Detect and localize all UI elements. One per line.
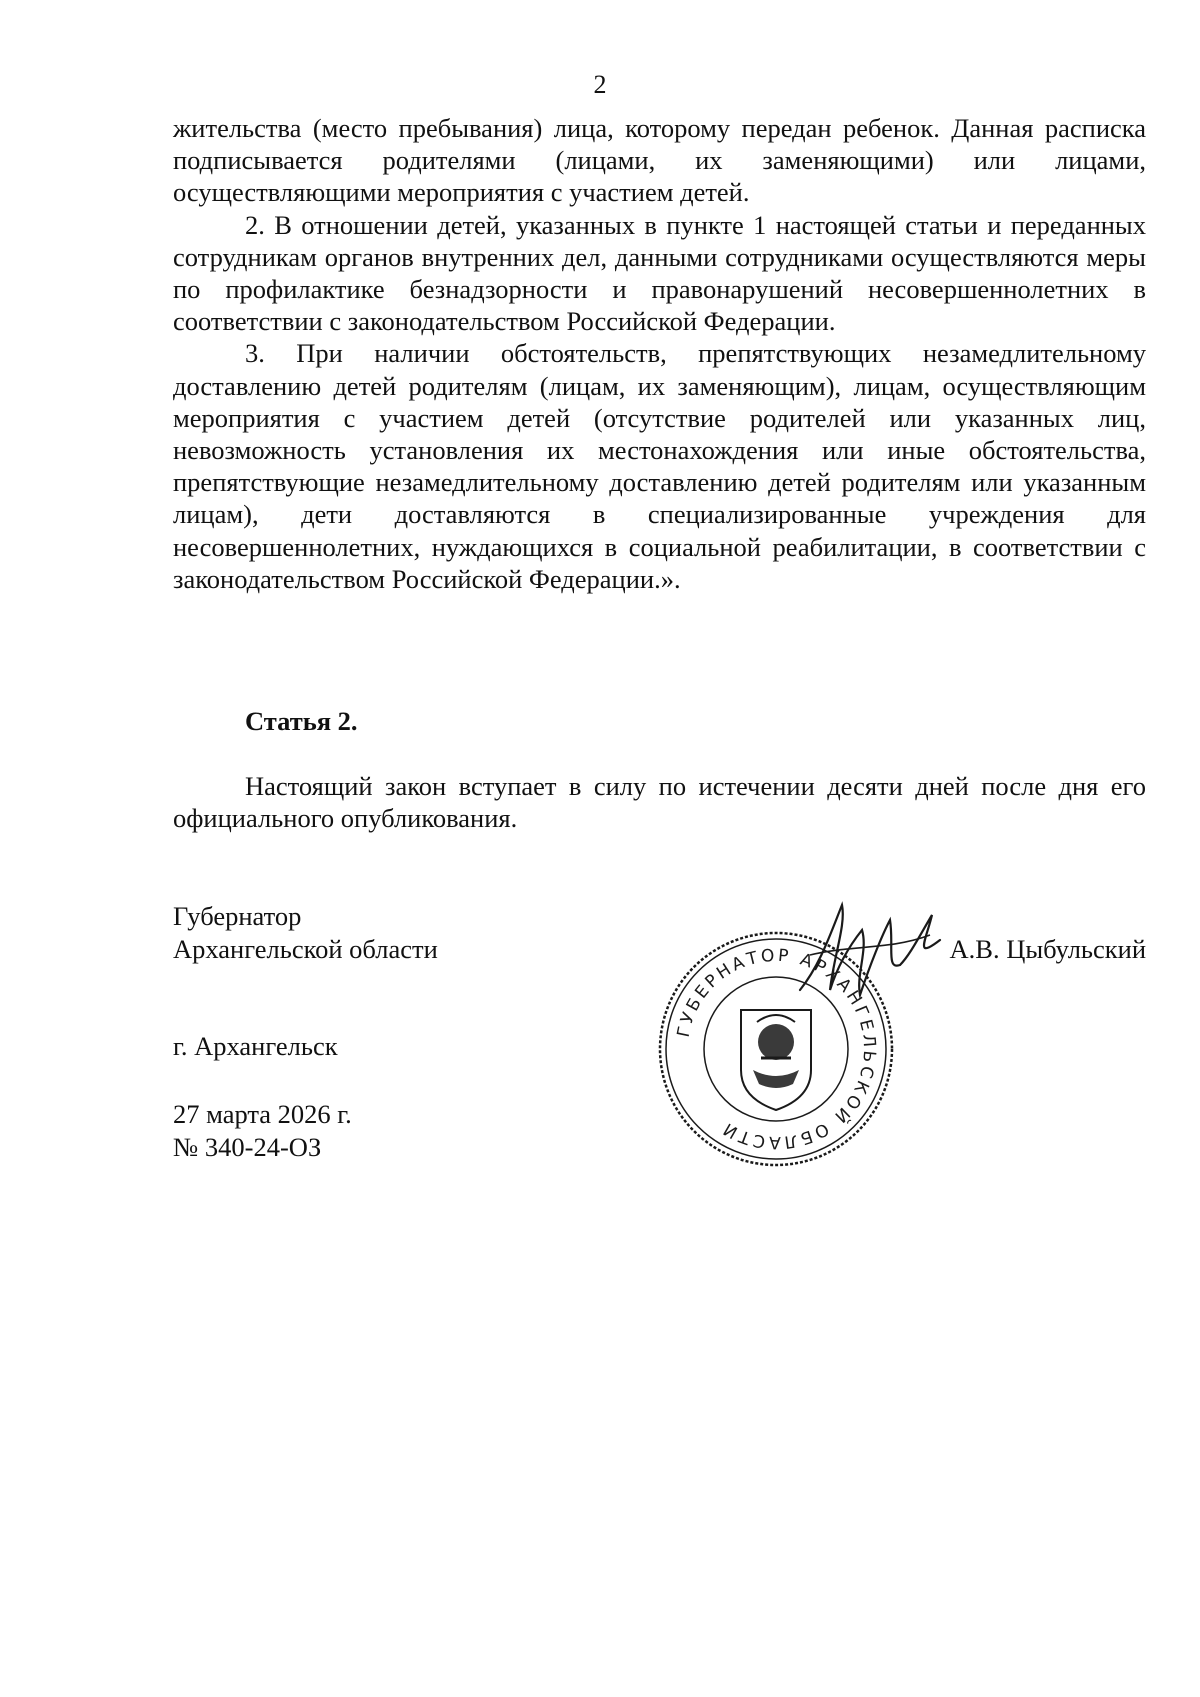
paragraph-continuation: жительства (место пребывания) лица, которому передан ребенок. Данная расписка подписывается родителями (лицами, их заменяющими) или лицами, осуществляющими мероприятия с участием детей. — [173, 113, 1146, 208]
paragraph-item-3: 3. При наличии обстоятельств, препятствующих незамедлительному доставлению детей родителям (лицам, их заменяющим), лицам, осуществляющим мероприятия с участием детей (отсутствие родителей или указанных лиц, невозможность установления их местонахождения или иные обстоятельства, препятствующие незамедлительному доставлению детей родителям или указанным лицам), дети доставляются в специализированные учреждения для несовершеннолетних, нуждающихся в социальной реабилитации, в соответствии с законодательством Российской Федерации.». — [173, 338, 1146, 594]
article-2-body — [173, 770, 1146, 834]
seal-text: ГУБЕРНАТОР АРХАНГЕЛЬСКОЙ ОБЛАСТИ — [673, 945, 880, 1153]
law-number: № 340-24-ОЗ — [173, 1132, 322, 1162]
law-date: 27 марта 2026 г. — [173, 1099, 352, 1129]
page-number: 2 — [593, 70, 607, 99]
coat-of-arms-icon — [741, 1010, 811, 1110]
law-body — [173, 112, 1146, 595]
signatory-name: А.В. Цыбульский — [949, 934, 1146, 964]
signatory-title — [173, 900, 438, 966]
signatory-title-line2: Архангельской области — [173, 934, 438, 964]
handwritten-signature — [790, 895, 950, 1005]
signatory-title-line1: Губернатор — [173, 901, 302, 931]
article-2-text: Настоящий закон вступает в силу по истечении десяти дней после дня его официального опубликования. — [173, 771, 1146, 834]
paragraph-item-2: 2. В отношении детей, указанных в пункте 1 настоящей статьи и переданных сотрудникам органов внутренних дел, данными сотрудниками осуществляются меры по профилактике безнадзорности и правонарушений несовершеннолетних в соответствии с законодательством Российской Федерации. — [173, 209, 1146, 337]
law-date-number — [173, 1098, 352, 1164]
city: г. Архангельск — [173, 1031, 338, 1061]
article-2-heading: Статья 2. — [245, 706, 358, 736]
